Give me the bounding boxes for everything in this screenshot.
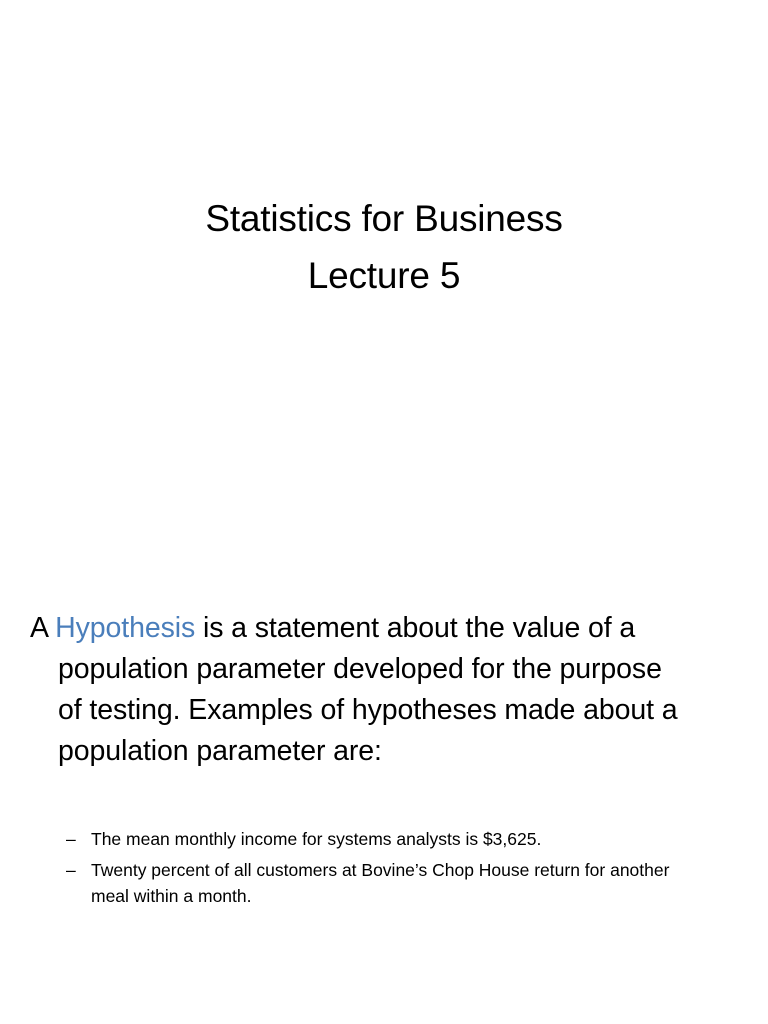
- example-text-line-2: meal within a month.: [91, 886, 252, 906]
- definition-line-4: population parameter are:: [58, 735, 382, 767]
- examples-list: [66, 826, 756, 914]
- definition-prefix: A: [30, 612, 56, 644]
- slide-title: [0, 190, 768, 304]
- example-text-line-1: The mean monthly income for systems analysts is $3,625.: [91, 829, 542, 849]
- definition-line-1: [30, 608, 750, 649]
- definition-line-1-rest: is a statement about the value of a: [195, 612, 636, 644]
- list-item: [66, 826, 756, 852]
- dash-bullet: –: [66, 829, 76, 849]
- hypothesis-definition: [30, 608, 750, 772]
- title-line-2: Lecture 5: [307, 255, 461, 296]
- example-text-line-1: Twenty percent of all customers at Bovine’s Chop House return for another: [91, 860, 670, 880]
- title-line-1: Statistics for Business: [205, 198, 563, 239]
- list-item: [66, 857, 756, 909]
- definition-line-2: population parameter developed for the purpose: [58, 653, 662, 685]
- dash-bullet: –: [66, 860, 76, 880]
- definition-line-3: of testing. Examples of hypotheses made about a: [58, 694, 678, 726]
- hypothesis-term: Hypothesis: [55, 612, 196, 644]
